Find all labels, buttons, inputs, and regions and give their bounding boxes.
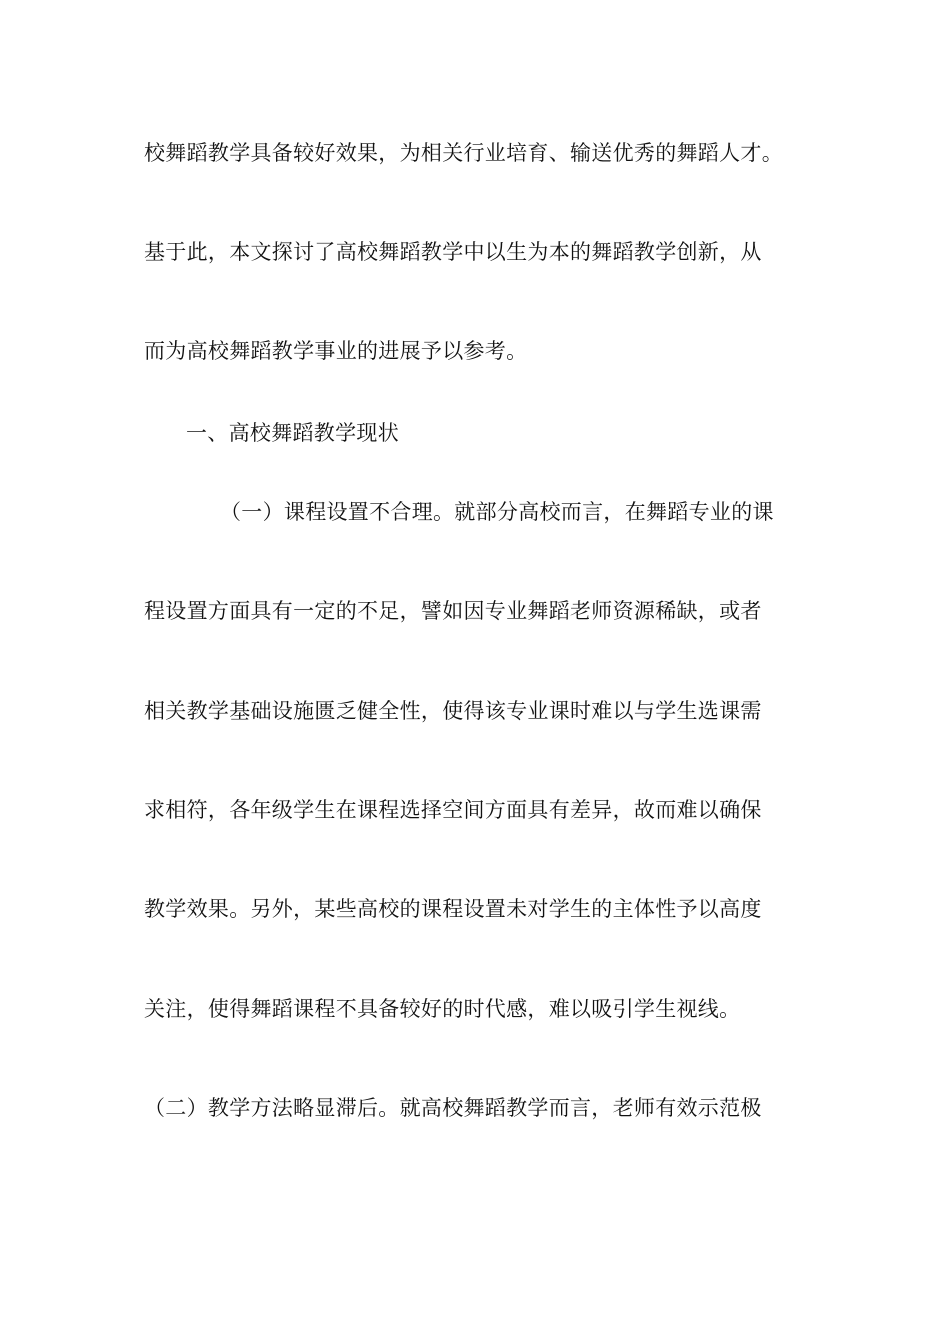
paragraph-line: 教学效果。另外，某些高校的课程设置未对学生的主体性予以高度 — [144, 897, 762, 921]
paragraph-line: 求相符，各年级学生在课程选择空间方面具有差异，故而难以确保 — [144, 798, 762, 822]
subsection-heading-line: （二）教学方法略显滞后。就高校舞蹈教学而言，老师有效示范极 — [144, 1096, 762, 1120]
paragraph-line: 关注，使得舞蹈课程不具备较好的时代感，难以吸引学生视线。 — [144, 997, 741, 1021]
paragraph-line: 校舞蹈教学具备较好效果，为相关行业培育、输送优秀的舞蹈人才。 — [144, 141, 783, 165]
paragraph-line: 基于此，本文探讨了高校舞蹈教学中以生为本的舞蹈教学创新，从 — [144, 240, 762, 264]
section-heading: 一、高校舞蹈教学现状 — [186, 421, 399, 445]
paragraph-line: 程设置方面具有一定的不足，譬如因专业舞蹈老师资源稀缺，或者 — [144, 599, 762, 623]
paragraph-line: 而为高校舞蹈教学事业的进展予以参考。 — [144, 339, 528, 363]
subsection-heading-line: （一）课程设置不合理。就部分高校而言，在舞蹈专业的课 — [220, 500, 774, 524]
paragraph-line: 相关教学基础设施匮乏健全性，使得该专业课时难以与学生选课需 — [144, 699, 762, 723]
